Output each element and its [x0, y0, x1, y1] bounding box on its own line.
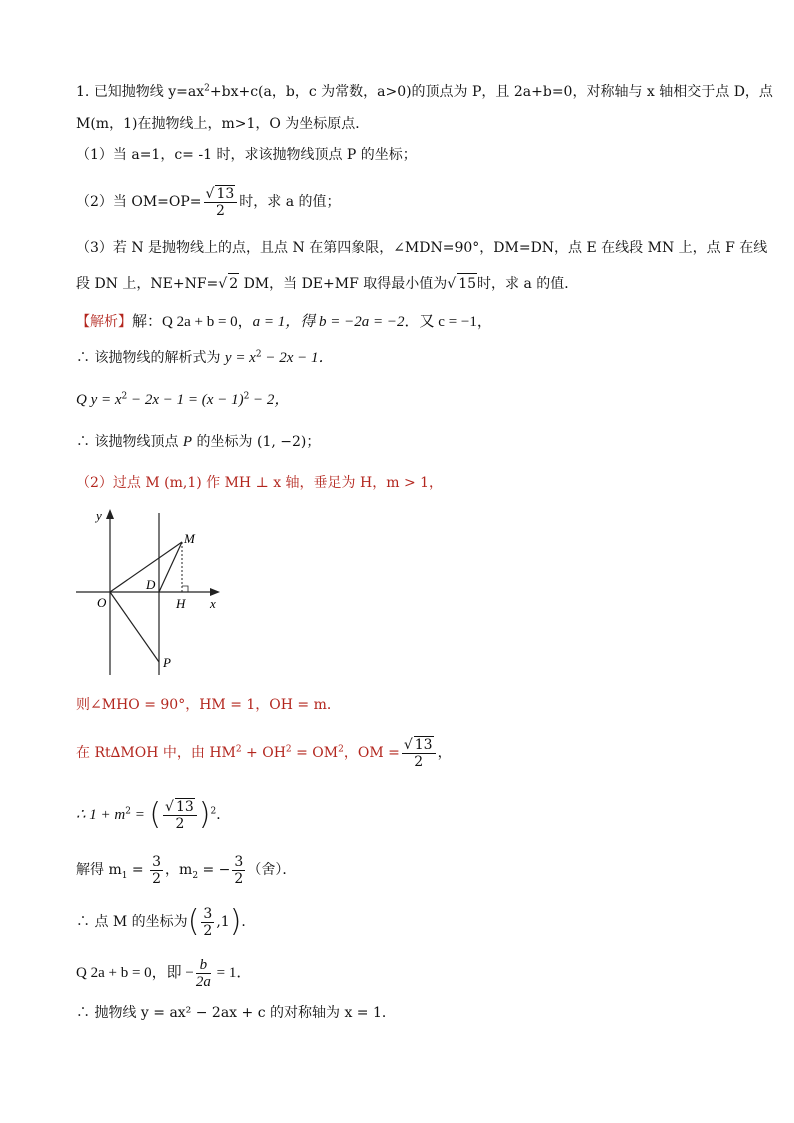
label-x: x: [210, 596, 216, 611]
solution-line-12: ∴ 抛物线 y = ax² − 2ax + c 的对称轴为 x = 1．: [76, 1005, 396, 1021]
solution-line-11: Q 2a + b = 0，即 − $\frac{b}{2a}$ = 1．: [76, 956, 252, 990]
solution-line-1: 【解析】解：Q 2a + b = 0，a = 1，得 b = −2a = −2．又 c = −1，: [76, 314, 492, 330]
problem-part-2: （2）当 OM=OP= $\frac{√ 13}{2}$ 时，求 a 的值；: [76, 186, 341, 219]
solution-line-8: ∴ $1 + m^2$ = ( $\frac{√ 13}{2}$ )$^2$．: [76, 797, 231, 832]
problem-part-1: （1）当 a=1，c= -1 时，求该抛物线顶点 P 的坐标；: [76, 147, 417, 163]
solution-line-9: 解得 $m_1$ = $\frac{3}{2}$ ，$m_2$ = − $\frac{3}{2}$ （舍）．: [76, 853, 297, 887]
y-axis-arrow-icon: [106, 509, 114, 519]
label-d: D: [146, 577, 156, 592]
fraction-om: $\frac{√ 13}{2}$: [402, 736, 436, 770]
solution-line-7: 在 Rt∆MOH 中，由 $HM^2 + OH^2 = OM^2$，OM = $\frac{√ 13}{2}$ ，: [76, 737, 452, 770]
problem-part-3-line-2: 段 DN 上，NE+NF=√ 2 DM，当 DE+MF 取得最小值为√ 15时，求 a 的值．: [76, 273, 578, 294]
right-angle-mark: [182, 586, 188, 592]
problem-line-1: 1. 已知抛物线 $y=ax^2+bx+c(a$，b，c 为常数，a>0)的顶点为 P，且 2a+b=0，对称轴与 x 轴相交于点 D，点: [76, 83, 773, 100]
segment-op: [110, 592, 159, 662]
label-h: H: [176, 596, 186, 611]
solution-line-6: 则∠MHO = 90°，HM = 1，OH = m．: [76, 697, 341, 713]
label-o: O: [97, 595, 107, 610]
x-axis-arrow-icon: [210, 588, 220, 596]
label-p: P: [163, 655, 171, 670]
label-m: M: [184, 531, 195, 546]
fraction-sqrt13-over-2: $\frac{√ 13}{2}$: [204, 185, 238, 219]
problem-line-2: M(m，1)在抛物线上，m>1，O 为坐标原点．: [76, 116, 370, 132]
label-y: y: [96, 508, 102, 523]
solution-line-4: ∴ 该抛物线顶点 P 的坐标为 (1, −2)；: [76, 434, 321, 450]
solution-line-10: ∴ 点 M 的坐标为( $\frac{3}{2}$ ,1)．: [76, 904, 256, 939]
analysis-tag: 【解析】: [76, 314, 132, 330]
coordinate-diagram: [70, 505, 230, 680]
solution-line-5: （2）过点 M (m,1) 作 MH ⊥ x 轴，垂足为 H，m > 1，: [76, 475, 444, 491]
solution-line-2: ∴ 该抛物线的解析式为 $y = x^2 - 2x - 1$．: [76, 349, 334, 366]
problem-part-3-line-1: （3）若 N 是抛物线上的点，且点 N 在第四象限，∠MDN=90°，DM=DN，点 E 在线段 MN 上，点 F 在线: [76, 240, 768, 256]
solution-line-3: Q $y = x^2 - 2x - 1 = (x - 1)^2 - 2$，: [76, 391, 290, 408]
